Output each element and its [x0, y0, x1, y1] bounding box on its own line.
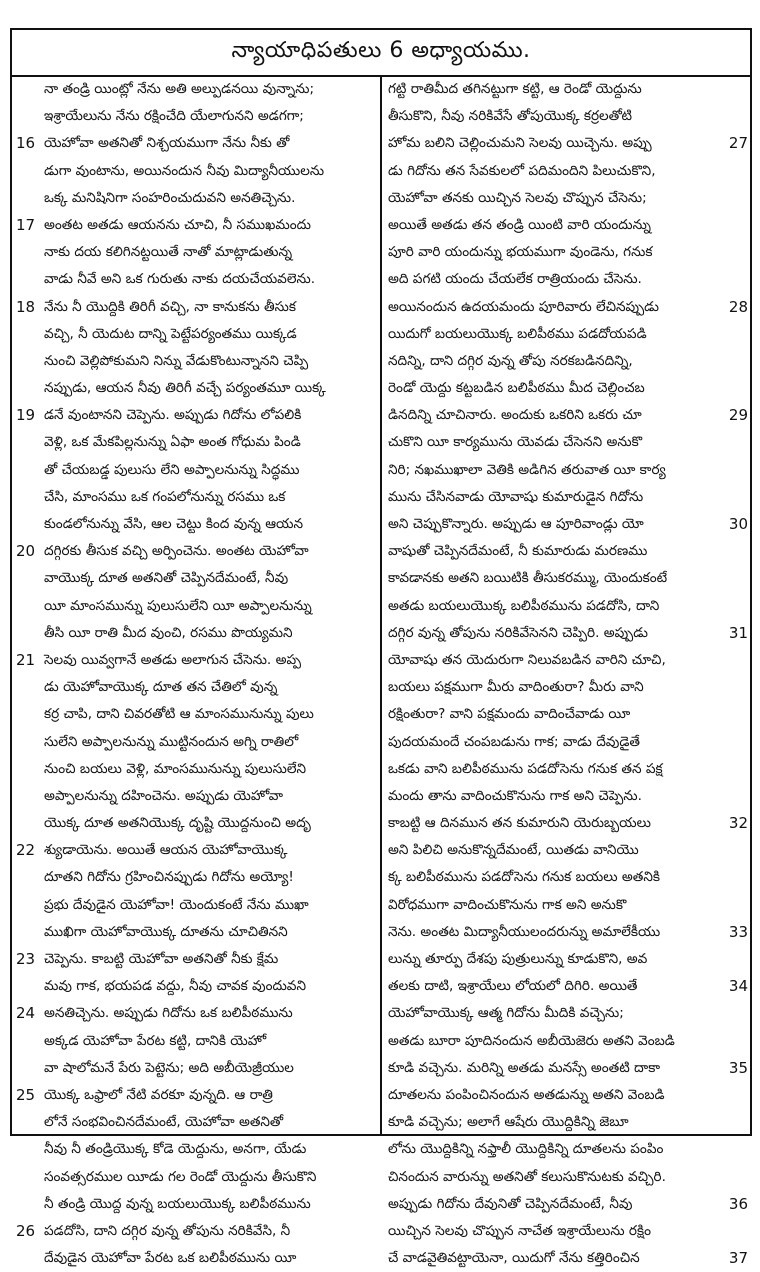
verse-text: నుంచి బయలు వెళ్లి, మాంసమునున్ను పులుసులేని — [44, 760, 307, 777]
verse-text: చినందున వారున్ను అతనితో కలుసుకొనుటకు వచ్చిరి. — [388, 1168, 666, 1185]
text-line — [12, 185, 380, 212]
text-line — [382, 538, 750, 565]
text-line — [12, 1164, 380, 1191]
verse-text: రెండో యెద్దు కట్టబడిన బలిపీఠము మీద చెల్లించబ — [388, 380, 645, 397]
text-line — [382, 701, 750, 728]
verse-text: సంవత్సరముల యీడు గల రెండో యెద్దును తీసుకొని — [44, 1168, 317, 1185]
text-line — [382, 76, 750, 103]
text-line — [382, 457, 750, 484]
verse-text: అయితే అతడు తన తండ్రి యింటి వారి యందున్ను — [388, 216, 651, 233]
text-line — [12, 729, 380, 756]
text-line — [382, 212, 750, 239]
verse-text: నీవు నీ తండ్రియొక్క కోడె యెద్దును, అనగా, యేడు — [44, 1141, 307, 1158]
verse-number: 33 — [728, 922, 748, 941]
verse-text: నాకు దయ కలిగినట్టయితే నాతో మాట్లాడుతున్న — [44, 244, 293, 261]
verse-text: అక్కడ యెహోవా పేరట కట్టి, దానికి యెహో — [44, 1032, 267, 1049]
verse-text: వాడు నీవే అని ఒక గురుతు నాకు దయచేయవలెను. — [44, 271, 316, 288]
text-line — [12, 1136, 380, 1163]
verse-text: సులేని అప్పాలనున్ను ముట్టినందున అగ్ని రాతిలో — [44, 733, 299, 750]
verse-text: అని పిలిచి అనుకొన్నదేమంటే, యితడు వానియొ — [388, 842, 639, 859]
text-line — [12, 701, 380, 728]
text-line — [382, 130, 750, 157]
verse-text: కాబట్టి ఆ దినమున తన కుమారుని యెరుబ్బయలు — [388, 815, 651, 832]
text-line — [382, 375, 750, 402]
text-line — [12, 837, 380, 864]
verse-number: 22 — [16, 841, 36, 860]
verse-text: గట్టి రాతిమీద తగినట్టుగా కట్టి, ఆ రెండో యెద్దును — [388, 81, 642, 97]
text-line — [12, 593, 380, 620]
text-line — [12, 973, 380, 1000]
verse-text: అతడు బూరా పూదినందున అబీయెజెరు అతని వెంబడి — [388, 1032, 675, 1049]
text-line — [382, 810, 750, 837]
verse-text: డు గిదోను తన సేవకులలో పదిమందిని పిలుచుకొని, — [388, 162, 656, 179]
verse-text: మును చేసినవాడు యోవాషు కుమారుడైన గిదోను — [388, 488, 644, 505]
verse-text: నదిన్ని, దాని దగ్గిర వున్న తోపు నరకబడినదిన్ని, — [388, 352, 633, 369]
verse-text: కుండలోనున్ను వేసి, ఆల చెట్టు కింద వున్న ఆయన — [44, 516, 304, 532]
text-line — [382, 565, 750, 592]
verse-text: వెళ్లి, ఒక మేకపిల్లనున్ను ఏఫా అంత గోధుమ పిండి — [44, 434, 301, 451]
text-line — [382, 1136, 750, 1163]
verse-text: వాయొక్క దూత అతనితో చెప్పినదేమంటే, నీవు — [44, 570, 289, 587]
text-line — [12, 130, 380, 157]
text-line — [382, 321, 750, 348]
text-line — [12, 511, 380, 538]
verse-text: హోమ బలిని చెల్లించుమని సెలవు యిచ్చెను. అప్పు — [388, 135, 652, 152]
verse-text: చెప్పెను. కాబట్టి యెహోవా అతనితో నీకు క్షేమ — [44, 951, 279, 967]
verse-text: లున్ను తూర్పు దేశపు పుత్రులున్ను కూడుకొని, అవ — [388, 951, 648, 967]
verse-text: లోనే సంభవించినదేమంటే, యెహోవా అతనితో — [44, 1114, 284, 1131]
text-line — [12, 810, 380, 837]
text-line — [12, 1191, 380, 1218]
text-line — [382, 783, 750, 810]
page-title: న్యాయాధిపతులు 6 అధ్యాయము. — [231, 37, 531, 63]
text-line — [382, 239, 750, 266]
verse-text: యీ మాంసమున్ను పులుసులేని యీ అప్పాలనున్ను — [44, 597, 312, 614]
verse-text: ప్రభు దేవుడైన యెహోవా! యెందుకంటే నేను ముఖా — [44, 896, 309, 913]
text-line — [382, 864, 750, 891]
verse-text: వా షాలోమనే పేరు పెట్టెను; అది అబీయెజ్రీయుల — [44, 1059, 294, 1076]
verse-text: వాషుతో చెప్పినదేమంటే, నీ కుమారుడు మరణము — [388, 543, 648, 560]
verse-text: పూరి వారి యందున్ను భయముగా వుండెను, గనుక — [388, 244, 653, 261]
verse-text: నీ తండ్రి యొద్ద వున్న బయలుయొక్క బలిపీఠమును — [44, 1195, 311, 1212]
text-line — [382, 511, 750, 538]
verse-number: 32 — [728, 814, 748, 833]
text-line — [382, 185, 750, 212]
verse-text: కర్ర చాపి, దాని చివరతోటి ఆ మాంసమునున్ను పులు — [44, 706, 314, 723]
verse-text: క్క బలిపీఠమును పడదోసెను గనుక బయలు అతనికి — [388, 869, 661, 886]
verse-text: చే వాడవైతివట్టాయెనా, యిదుగో నేను కత్తిరించిన — [388, 1250, 640, 1267]
text-line — [12, 946, 380, 973]
text-line — [382, 674, 750, 701]
text-line — [382, 593, 750, 620]
verse-text: మందు తాను వాదించుకొనును గాక అని చెప్పెను. — [388, 787, 642, 804]
text-line — [382, 402, 750, 429]
text-line — [382, 1218, 750, 1245]
text-line — [382, 919, 750, 946]
text-line — [382, 158, 750, 185]
verse-text: యిచ్చిన సెలవు చొప్పున నాచేత ఇశ్రాయేలును రక్షిం — [388, 1222, 651, 1239]
text-line — [382, 837, 750, 864]
text-line — [12, 919, 380, 946]
verse-number: 26 — [16, 1221, 36, 1240]
verse-text: నుంచి వెల్లిపోకుమని నిన్ను వేడుకొంటున్నానని చెప్పి — [44, 352, 309, 369]
text-line — [12, 457, 380, 484]
verse-text: నిరి; నఖముఖాలా వెతికి అడిగిన తరువాత యీ కార్య — [388, 461, 666, 478]
verse-text: యొక్క దూత అతనియొక్క దృష్టి యొద్దనుంచి అదృ — [44, 815, 311, 832]
text-line — [382, 620, 750, 647]
verse-text: తలకు దాటి, ఇశ్రాయేలు లోయలో దిగిరి. అయితే — [388, 978, 638, 995]
text-line — [382, 973, 750, 1000]
text-line — [382, 729, 750, 756]
text-line — [382, 1028, 750, 1055]
text-line — [382, 1109, 750, 1136]
text-line — [12, 294, 380, 321]
verse-text: వచ్చి, నీ యెదుట దాన్ని పెట్టేపర్యంతము యిక్కడ — [44, 325, 297, 342]
verse-text: ఒకడు వాని బలిపీఠమును పడదోసెను గనుక తన పక్ష — [388, 760, 663, 777]
verse-number: 31 — [728, 623, 748, 642]
verse-text: మవు గాక, భయపడ వద్దు, నీవు చావక వుందువని — [44, 978, 307, 995]
verse-text: దేవుడైన యెహోవా పేరట ఒక బలిపీఠమును యీ — [44, 1250, 297, 1267]
text-line — [12, 429, 380, 456]
text-line — [12, 538, 380, 565]
verse-number: 35 — [728, 1058, 748, 1077]
text-line — [12, 103, 380, 130]
verse-number: 18 — [16, 297, 36, 316]
text-line — [12, 1245, 380, 1272]
verse-number: 28 — [728, 297, 748, 316]
verse-text: తీసుకొని, నీవు నరికివేసే తోపుయొక్క కర్రలతోటి — [388, 108, 633, 125]
verse-text: యెహోవాయొక్క ఆత్మ గిదోను మీదికి వచ్చెను; — [388, 1005, 624, 1022]
verse-number: 29 — [728, 406, 748, 425]
verse-text: అనతిచ్చెను. అప్పుడు గిదోను ఒక బలిపీఠమును — [44, 1005, 293, 1022]
text-line — [12, 321, 380, 348]
text-line — [382, 484, 750, 511]
text-line — [12, 620, 380, 647]
verse-number: 25 — [16, 1085, 36, 1104]
text-line — [382, 1000, 750, 1027]
text-line — [12, 1218, 380, 1245]
verse-text: నా తండ్రి యింట్లో నేను అతి అల్పుడనయి వున్నాను; — [44, 81, 315, 97]
text-line — [12, 674, 380, 701]
verse-number: 27 — [728, 134, 748, 153]
verse-text: అని చెప్పుకొన్నారు. అప్పుడు ఆ పూరివాండ్లు యో — [388, 516, 644, 532]
text-line — [12, 348, 380, 375]
text-line — [12, 756, 380, 783]
verse-text: విరోధముగా వాదించుకొనును గాక అని అనుకొ — [388, 896, 627, 913]
verse-text: డుగా వుంటాను, అయినందున నీవు మిద్యానీయులను — [44, 162, 325, 179]
verse-text: డినదిన్ని చూచినారు. అందుకు ఒకరిని ఒకరు చూ — [388, 407, 642, 424]
verse-text: నెను. అంతట మిద్యానీయులందరున్ను అమాలేకీయు — [388, 923, 661, 940]
text-line — [12, 375, 380, 402]
text-line — [12, 1028, 380, 1055]
text-line — [12, 1082, 380, 1109]
verse-text: యెహోవా తనకు యిచ్చిన సెలవు చొప్పున చేసెను; — [388, 189, 647, 206]
text-line — [382, 1191, 750, 1218]
verse-text: అది పగటి యందు చేయలేక రాత్రియందు చేసెను. — [388, 271, 642, 288]
verse-number: 19 — [16, 406, 36, 425]
text-line — [12, 76, 380, 103]
verse-text: దూతని గిదోను గ్రహించినప్పుడు గిదోను అయ్యో! — [44, 869, 294, 886]
text-line — [382, 756, 750, 783]
text-line — [12, 783, 380, 810]
text-line — [382, 1164, 750, 1191]
verse-text: ఒక్క మనిషినిగా సంహరించుదువని అనతిచ్చెను. — [44, 189, 296, 206]
text-line — [12, 158, 380, 185]
verse-text: అతడు బయలుయొక్క బలిపీఠమును పడదోసి, దాని — [388, 597, 660, 614]
verse-number: 20 — [16, 542, 36, 561]
verse-text: డనే వుంటానని చెప్పెను. అప్పుడు గిదోను లోపలికి — [44, 407, 302, 424]
text-line — [382, 294, 750, 321]
text-line — [12, 864, 380, 891]
verse-number: 23 — [16, 950, 36, 968]
verse-number: 30 — [728, 515, 748, 533]
verse-text: యెహోవా అతనితో నిశ్చయముగా నేను నీకు తో — [44, 135, 290, 152]
verse-text: దగ్గిరకు తీసుక వచ్చి అర్పించెను. అంతట యెహోవా — [44, 543, 309, 560]
text-line — [12, 565, 380, 592]
verse-text: అంతట అతడు ఆయనను చూచి, నీ సముఖమందు — [44, 216, 311, 233]
verse-text: కావడానకు అతని బయిటికి తీసుకరమ్ము, యెందుకంటే — [388, 570, 668, 587]
text-line — [382, 1245, 750, 1272]
verse-text: బయలు పక్షముగా మీరు వాదింతురా? మీరు వాని — [388, 679, 644, 696]
verse-text: కూడి వచ్చెను. మరిన్ని అతడు మనస్సే అంతటి దాకా — [388, 1059, 661, 1076]
verse-text: అప్పుడు గిదోను దేవునితో చెప్పినదేమంటే, నీవు — [388, 1195, 633, 1212]
page-header — [12, 30, 750, 77]
text-line — [382, 647, 750, 674]
text-line — [12, 239, 380, 266]
text-line — [382, 348, 750, 375]
verse-number: 24 — [16, 1004, 36, 1023]
verse-text: అప్పాలనున్ను దహించెను. అప్పుడు యెహోవా — [44, 787, 284, 804]
verse-text: లోను యొద్దికిన్ని నఫ్తాలీ యొద్దికిన్ని దూతలను పంపిం — [388, 1141, 664, 1158]
text-line — [382, 946, 750, 973]
verse-number: 17 — [16, 215, 36, 234]
verse-text: యిదుగో బయలుయొక్క బలిపీఠము పడదోయపడి — [388, 325, 647, 342]
verse-text: పడదోసి, దాని దగ్గిర వున్న తోపును నరికివేసి, నీ — [44, 1222, 291, 1239]
verse-text: చేసి, మాంసము ఒక గంపలోనున్ను రసము ఒక — [44, 488, 286, 505]
verse-text: చుకొని యీ కార్యమును యెవడు చేసెనని అనుకొ — [388, 434, 643, 451]
verse-number: 36 — [728, 1194, 748, 1213]
text-line — [382, 1055, 750, 1082]
right-column — [382, 76, 750, 1268]
text-line — [12, 402, 380, 429]
verse-text: సెలవు యివ్వగానే అతడు అలాగున చేసెను. అప్ప — [44, 651, 302, 668]
text-line — [382, 103, 750, 130]
verse-number: 21 — [16, 650, 36, 669]
text-line — [12, 266, 380, 293]
text-line — [382, 892, 750, 919]
verse-text: ఇశ్రాయేలును నేను రక్షించేది యేలాగునని అడగగా; — [44, 108, 304, 125]
text-line — [382, 1082, 750, 1109]
text-line — [12, 212, 380, 239]
text-line — [12, 1000, 380, 1027]
text-line — [12, 1055, 380, 1082]
verse-text: దగ్గిర వున్న తోపును నరికివేసెనని చెప్పిరి. అప్పుడు — [388, 624, 648, 641]
text-line — [382, 429, 750, 456]
verse-text: కూడి వచ్చెను; అలాగే ఆషేరు యొద్దికిన్ని జెబూ — [388, 1114, 629, 1131]
verse-text: డు యెహోవాయొక్క దూత తన చేతిలో వున్న — [44, 679, 278, 696]
text-line — [12, 892, 380, 919]
text-line — [12, 484, 380, 511]
page-frame — [10, 28, 752, 1268]
verse-text: తీసి యీ రాతి మీద వుంచి, రసము పొయ్యమని — [44, 624, 293, 641]
verse-text: శ్యుడాయెను. అయితే ఆయన యెహోవాయొక్క — [44, 842, 288, 859]
text-line — [382, 266, 750, 293]
verse-text: పుదయమందే చంపబడును గాక; వాడు దేవుడైతే — [388, 733, 640, 750]
verse-text: రక్షింతురా? వాని పక్షమందు వాదించేవాడు యీ — [388, 706, 631, 723]
left-column — [12, 76, 382, 1267]
verse-number: 34 — [728, 977, 748, 996]
text-line — [12, 647, 380, 674]
verse-text: దూతలను పంపించినందున అతడున్ను అతని వెంబడి — [388, 1086, 665, 1103]
verse-text: యొక్క ఒఫ్రాలో నేటి వరకూ వున్నది. ఆ రాత్రి — [44, 1086, 273, 1103]
verse-number: 16 — [16, 134, 36, 153]
verse-text: నప్పుడు, ఆయన నీవు తిరిగీ వచ్చే పర్యంతమూ యిక్క — [44, 380, 326, 397]
verse-number: 37 — [728, 1249, 748, 1268]
verse-text: తో చేయబడ్డ పులుసు లేని అప్పాలనున్ను సిద్ధము — [44, 461, 300, 478]
verse-text: నేను నీ యొద్దికి తిరిగీ వచ్చి, నా కానుకను తీసుక — [44, 298, 296, 315]
text-line — [12, 1109, 380, 1136]
verse-text: యోవాషు తన యెదురుగా నిలువబడిన వారిని చూచి, — [388, 651, 666, 668]
verse-text: అయినందున ఉదయమందు పూరివారు లేచినప్పుడు — [388, 298, 659, 315]
verse-text: ముఖిగా యెహోవాయొక్క దూతను చూచితినని — [44, 923, 288, 940]
